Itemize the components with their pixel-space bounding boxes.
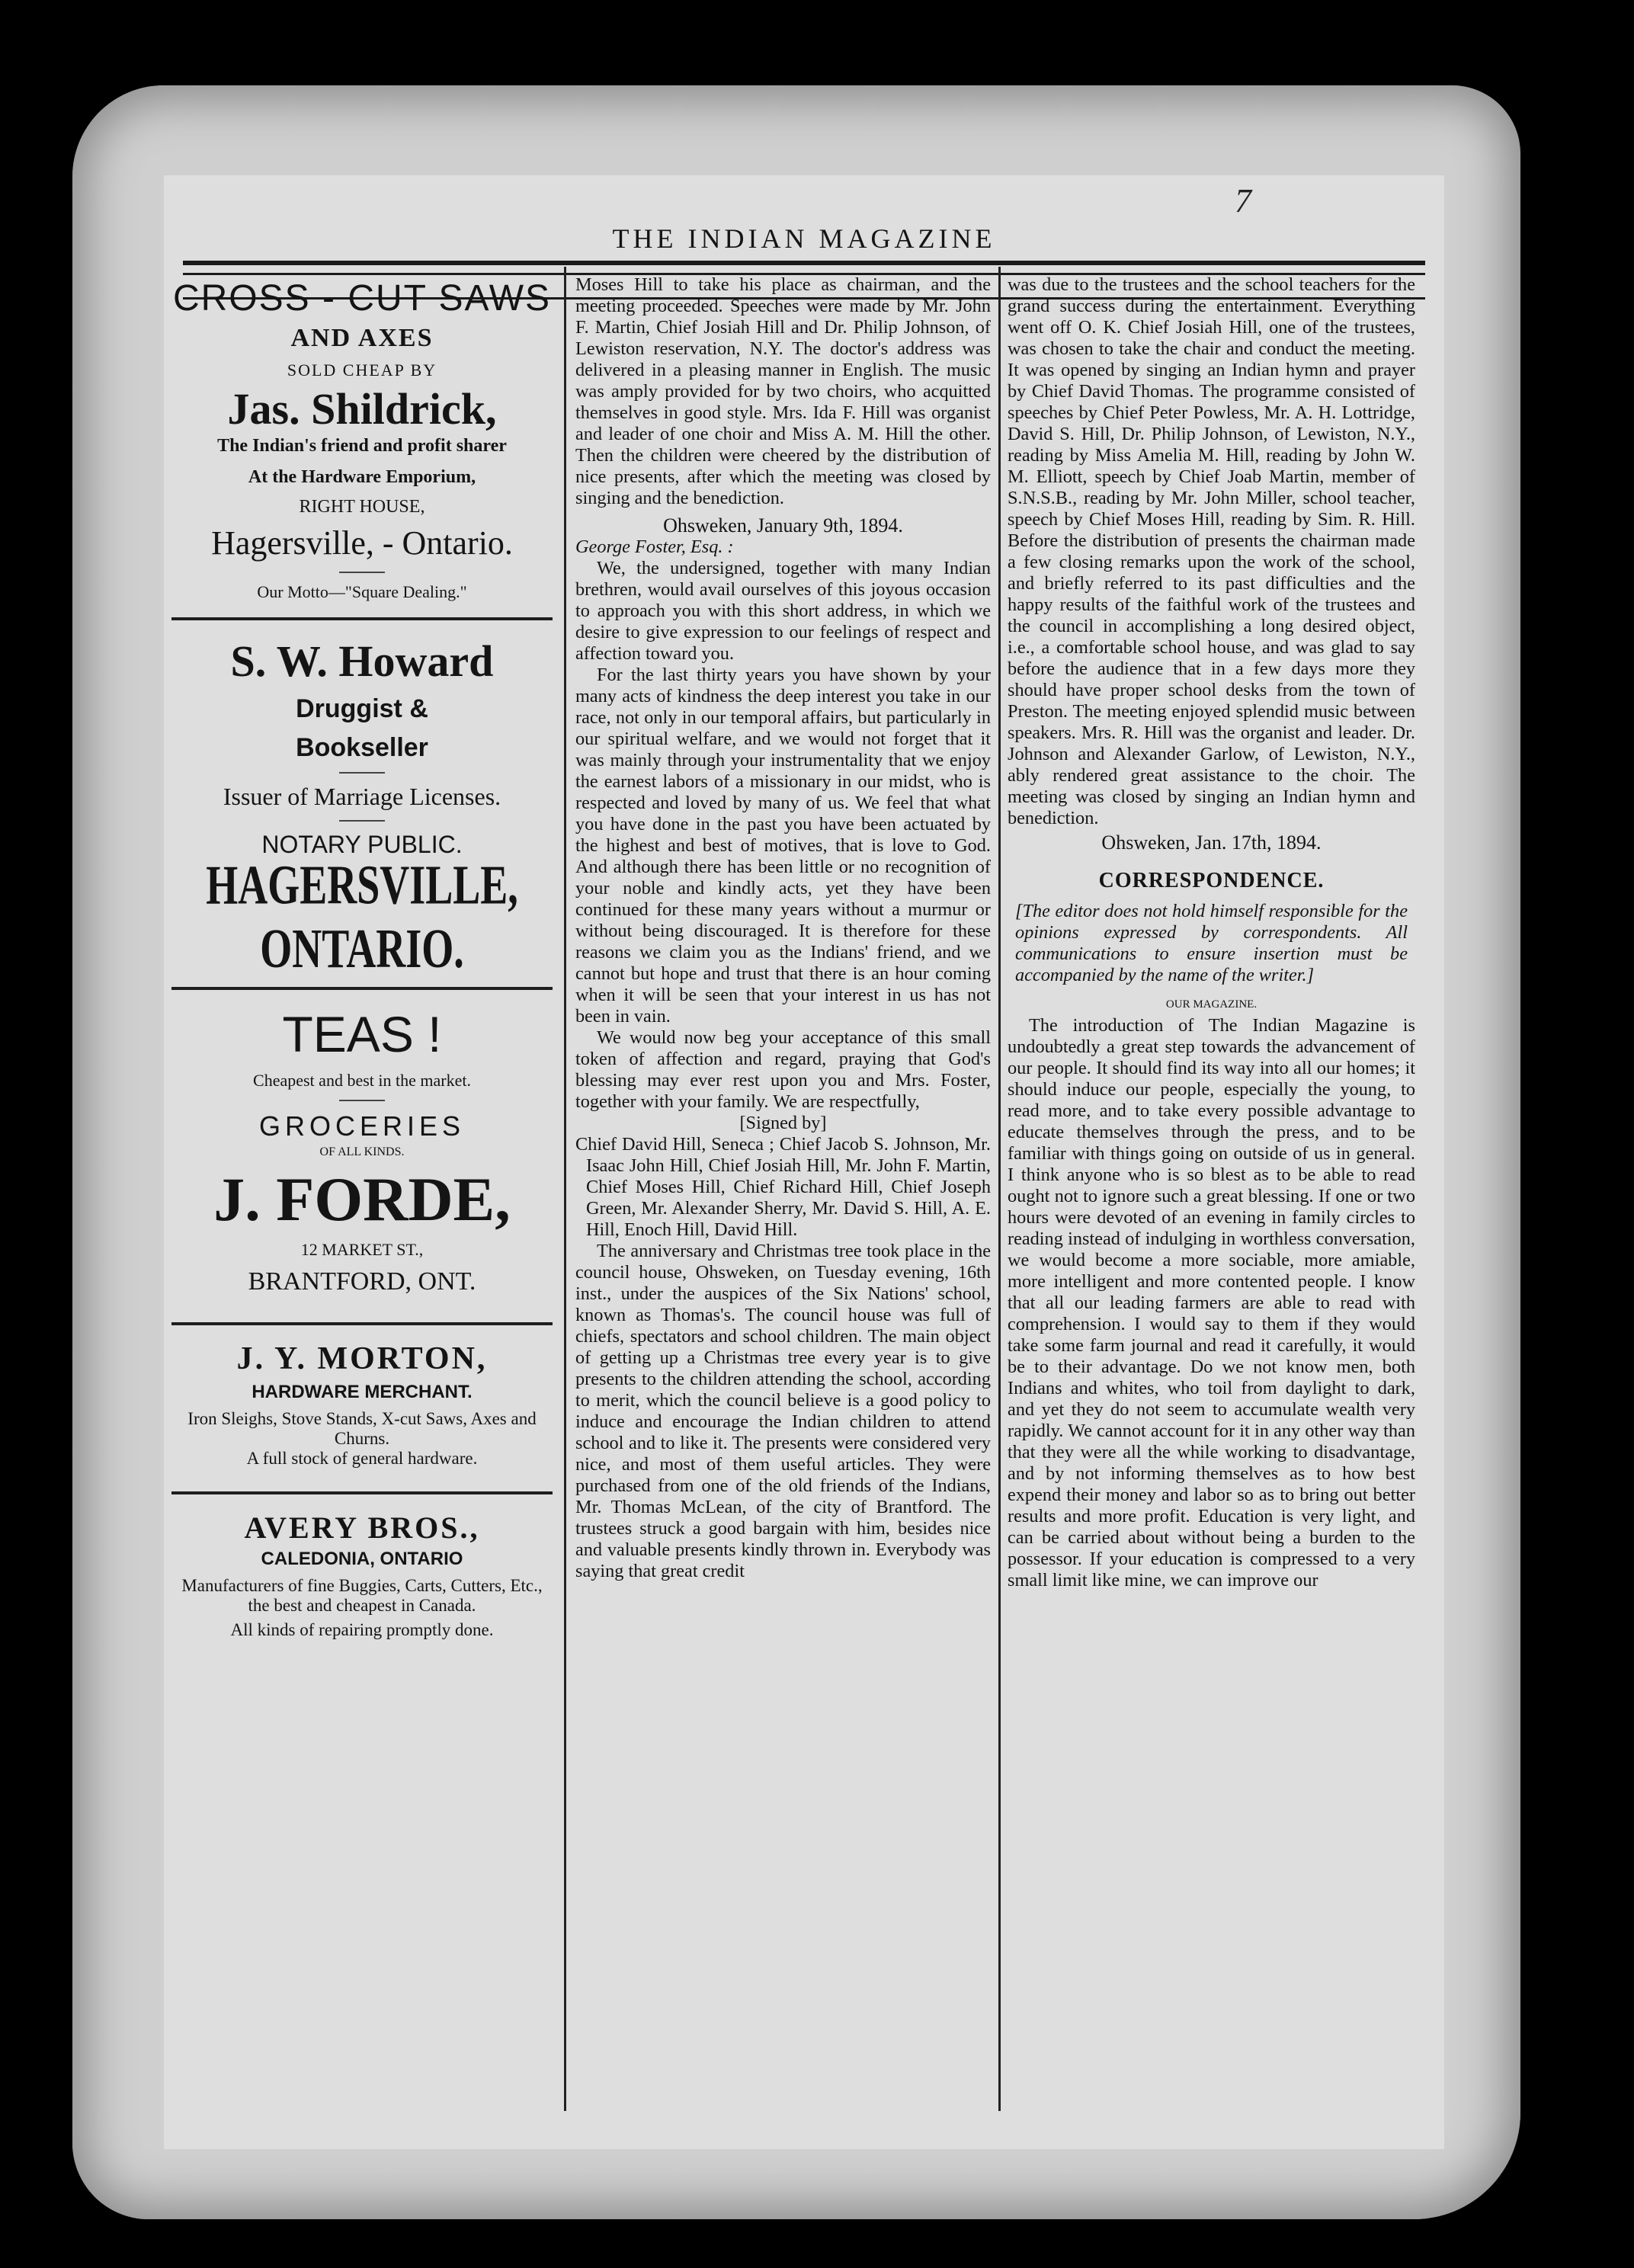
ad-line: OF ALL KINDS. — [319, 1145, 405, 1158]
ad-forde — [171, 1005, 553, 1296]
ad-rule — [339, 1100, 385, 1101]
ad-heading: TEAS ! — [282, 1006, 442, 1062]
dateline: Ohsweken, Jan. 17th, 1894. — [1101, 831, 1322, 854]
ad-subheading: AND AXES — [290, 324, 434, 352]
dateline: Ohsweken, January 9th, 1894. — [663, 514, 903, 537]
editor-disclaimer: [The editor does not hold himself responsible for the opinions expressed by correspondents. All communications to ensure insertion must be accompanied by the name of the writer.] — [1015, 901, 1408, 985]
ad-divider — [171, 1491, 553, 1494]
ad-motto: Our Motto—"Square Dealing." — [257, 582, 467, 601]
ad-howard — [171, 636, 553, 980]
salutation: George Foster, Esq. : — [575, 537, 734, 557]
ad-line: All kinds of repairing promptly done. — [230, 1620, 494, 1639]
ad-trade: CALEDONIA, ONTARIO — [261, 1549, 463, 1569]
ad-line: Issuer of Marriage Licenses. — [223, 783, 501, 810]
ad-line: NOTARY PUBLIC. — [261, 831, 463, 858]
ad-line: 12 MARKET ST., — [300, 1240, 424, 1259]
signed-note: [Signed by] — [739, 1113, 827, 1133]
ad-divider — [171, 987, 553, 990]
paragraph: We, the undersigned, together with many Indian brethren, would avail ourselves of this joyous occasion to approach you with this short address, in which we desire to give expression to our feelings of respect and affection toward you. — [575, 558, 991, 664]
ad-trade: Bookseller — [296, 733, 428, 762]
ad-divider — [171, 1322, 553, 1325]
subheading: OUR MAGAZINE. — [1165, 998, 1258, 1011]
page-number: 7 — [1235, 182, 1251, 219]
paragraph: For the last thirty years you have shown by your many acts of kindness the deep interest you take in our race, not only in our temporal affairs, but particularly in our spiritual welfare, and we would not forget that it was mainly through your instrumentality that we enjoy the earnest labors of a missionary in our midst, who is respected and loved by many of us. We feel that what you have done in the past you have been actuated by the highest and best of motives, that is love to God. And although there has been little or no recognition of your noble and kindly acts, yet they have been continued for these many years without a murmur or without being discouraged. It is therefore for these reasons we claim you as the Indians' friend, and we cannot but hope and trust that there is an hour coming when it will be seen that your interest in us has not been in vain. — [575, 665, 991, 1027]
ad-divider — [171, 617, 553, 620]
ad-avery — [171, 1510, 553, 1640]
ad-trade: Druggist & — [296, 694, 428, 723]
ad-merchant-name: Jas. Shildrick, — [227, 384, 497, 434]
ad-line: RIGHT HOUSE, — [299, 497, 425, 517]
magazine-title: THE INDIAN MAGAZINE — [612, 223, 996, 254]
paragraph: Moses Hill to take his place as chairman, and the meeting proceeded. Speeches were made by Mr. John F. Martin, Chief Josiah Hill and Dr. Philip Johnson, of Lewiston reservation, N.Y. The doctor's address was delivered in a pleasing manner in English. The music was amply provided for by two choirs, who acquitted themselves in good style. Mrs. Ida F. Hill was organist and leader of one choir and Miss A. M. Hill the other. Then the children were cheered by the distribution of nice presents, after which the meeting was closed by singing and the benediction. — [575, 274, 991, 508]
paragraph: We would now beg your acceptance of this small token of affection and regard, praying that God's blessing may ever rest upon you and Mrs. Foster, together with your family. We are respectfully, — [575, 1027, 991, 1112]
ad-merchant-name: S. W. Howard — [230, 636, 494, 686]
ad-city: HAGERSVILLE, ONTARIO. — [206, 854, 518, 980]
ad-line: Cheapest and best in the market. — [253, 1071, 471, 1090]
ad-line: Iron Sleighs, Stove Stands, X-cut Saws, Axes and Churns. — [187, 1409, 537, 1448]
paragraph: The introduction of The Indian Magazine is undoubtedly a great step towards the advancement of our people. It should find its way into all our homes; it should induce our people, especially the young, to read more, and to take every possible advantage to educate themselves through the press, and to be familiar with things going on outside of us in general. I think anyone who is so blest as to be able to read ought not to ignore such a great blessing. If one or two hours were devoted of an evening in family circles to reading instead of indulging in worthless conversation, we would become a more sociable, more amiable, more intelligent and more contented people. I know that all our leading farmers are able to read with comprehension. I would say to them if they would take some farm journal and read it carefully, it would be to their advantage. Do we not know men, both Indians and whites, who toil from daylight to dark, and yet they do not seem to accumulate wealth very rapidly. We cannot account for it in any other way than that they were all the while working to disadvantage, and by not informing themselves as to how best expend their money and labor so as to bring out better results and more profit. Education is very light, and can be carried about without being a burden to the possessor. If your education is compressed to a very small limit like mine, we can improve our — [1008, 1015, 1415, 1590]
ad-shildrick — [171, 277, 553, 602]
paragraph: was due to the trustees and the school teachers for the grand success during the entertainment. Everything went off O. K. Chief Josiah Hill, one of the trustees, was chosen to take the chair and conduct the meeting. It was opened by singing an Indian hymn and prayer by Chief David Thomas. The programme consisted of speeches by Chief Peter Powless, Mr. A. H. Lottridge, David S. Hill, Dr. Philip Johnson, of Lewiston, N.Y., reading by Miss Amelia M. Hill, reading by John W. M. Elliott, speech by Chief Joab Martin, member of S.N.S.B., reading by Mr. John Miller, school teacher, speech by Chief Moses Hill, reading by Sim. R. Hill. Before the distribution of presents the chairman made a few closing remarks upon the work of the school, and briefly referred to its past difficulties and the happy results of the faithful work of the trustees and the council in accomplishing a long desired object, i.e., a comfortable school house, and was glad to say before the audience that in a few days more they should have proper school desks from the town of Preston. The meeting enjoyed splendid music between speakers. Mrs. R. Hill was the organist and leader. Dr. Johnson and Alexander Garlow, of Lewiston, N.Y., ably rendered great assistance to the choir. The meeting was closed by singing an Indian hymn and benediction. — [1008, 274, 1415, 828]
ad-merchant-name: J. Y. MORTON, — [236, 1341, 488, 1376]
article-column-2 — [575, 274, 991, 1582]
ad-line: At the Hardware Emporium, — [248, 467, 476, 487]
ad-trade: HARDWARE MERCHANT. — [252, 1382, 473, 1402]
article-column-3 — [1008, 274, 1415, 1591]
ad-morton — [171, 1341, 553, 1469]
ad-rule — [339, 572, 385, 573]
column-divider-2 — [998, 267, 1001, 2111]
ad-rule — [339, 820, 385, 822]
paragraph: The anniversary and Christmas tree took place in the council house, Ohsweken, on Tuesday evening, 16th inst., under the auspices of the Six Nations' school, known as Thomas's. The council house was full of chiefs, spectators and school children. The main object of getting up a Christmas tree every year is to give presents to the children attending the school, according to merit, which the council believe is a good policy to induce and encourage the Indian children to attend school and to like it. The presents were considered very nice, and most of them useful articles. They were purchased from one of the old friends of the Indians, Mr. Thomas McLean, of the city of Brantford. The trustees struck a good bargain with him, besides nice and valuable presents kindly thrown in. Everybody was saying that great credit — [575, 1241, 991, 1581]
ad-line: A full stock of general hardware. — [246, 1449, 478, 1468]
section-heading: CORRESPONDENCE. — [1098, 869, 1325, 892]
ad-merchant-name: AVERY BROS., — [244, 1510, 480, 1545]
ads-column — [171, 274, 553, 1640]
ad-heading: GROCERIES — [258, 1110, 466, 1142]
ad-heading: CROSS - CUT SAWS — [172, 278, 552, 319]
ad-city: Hagersville, - Ontario. — [211, 524, 513, 562]
column-divider-1 — [564, 267, 566, 2111]
ad-line: The Indian's friend and profit sharer — [217, 436, 507, 456]
ad-rule — [339, 772, 385, 774]
header-rule — [183, 261, 1425, 275]
ad-merchant-name: J. FORDE, — [213, 1164, 511, 1234]
ad-line: Manufacturers of fine Buggies, Carts, Cutters, Etc., the best and cheapest in Canada. — [181, 1576, 543, 1615]
ad-sold-by: SOLD CHEAP BY — [287, 360, 437, 380]
signers: Chief David Hill, Seneca ; Chief Jacob S. Johnson, Mr. Isaac John Hill, Chief Josiah Hill, Mr. John F. Martin, Chief Moses Hill, Chief Richard Hill, Chief Joseph Green, Mr. Alexander Sherry, Mr. David S. Hill, A. E. Hill, Enoch Hill, David Hill. — [575, 1134, 991, 1240]
ad-city: BRANTFORD, ONT. — [248, 1267, 476, 1296]
